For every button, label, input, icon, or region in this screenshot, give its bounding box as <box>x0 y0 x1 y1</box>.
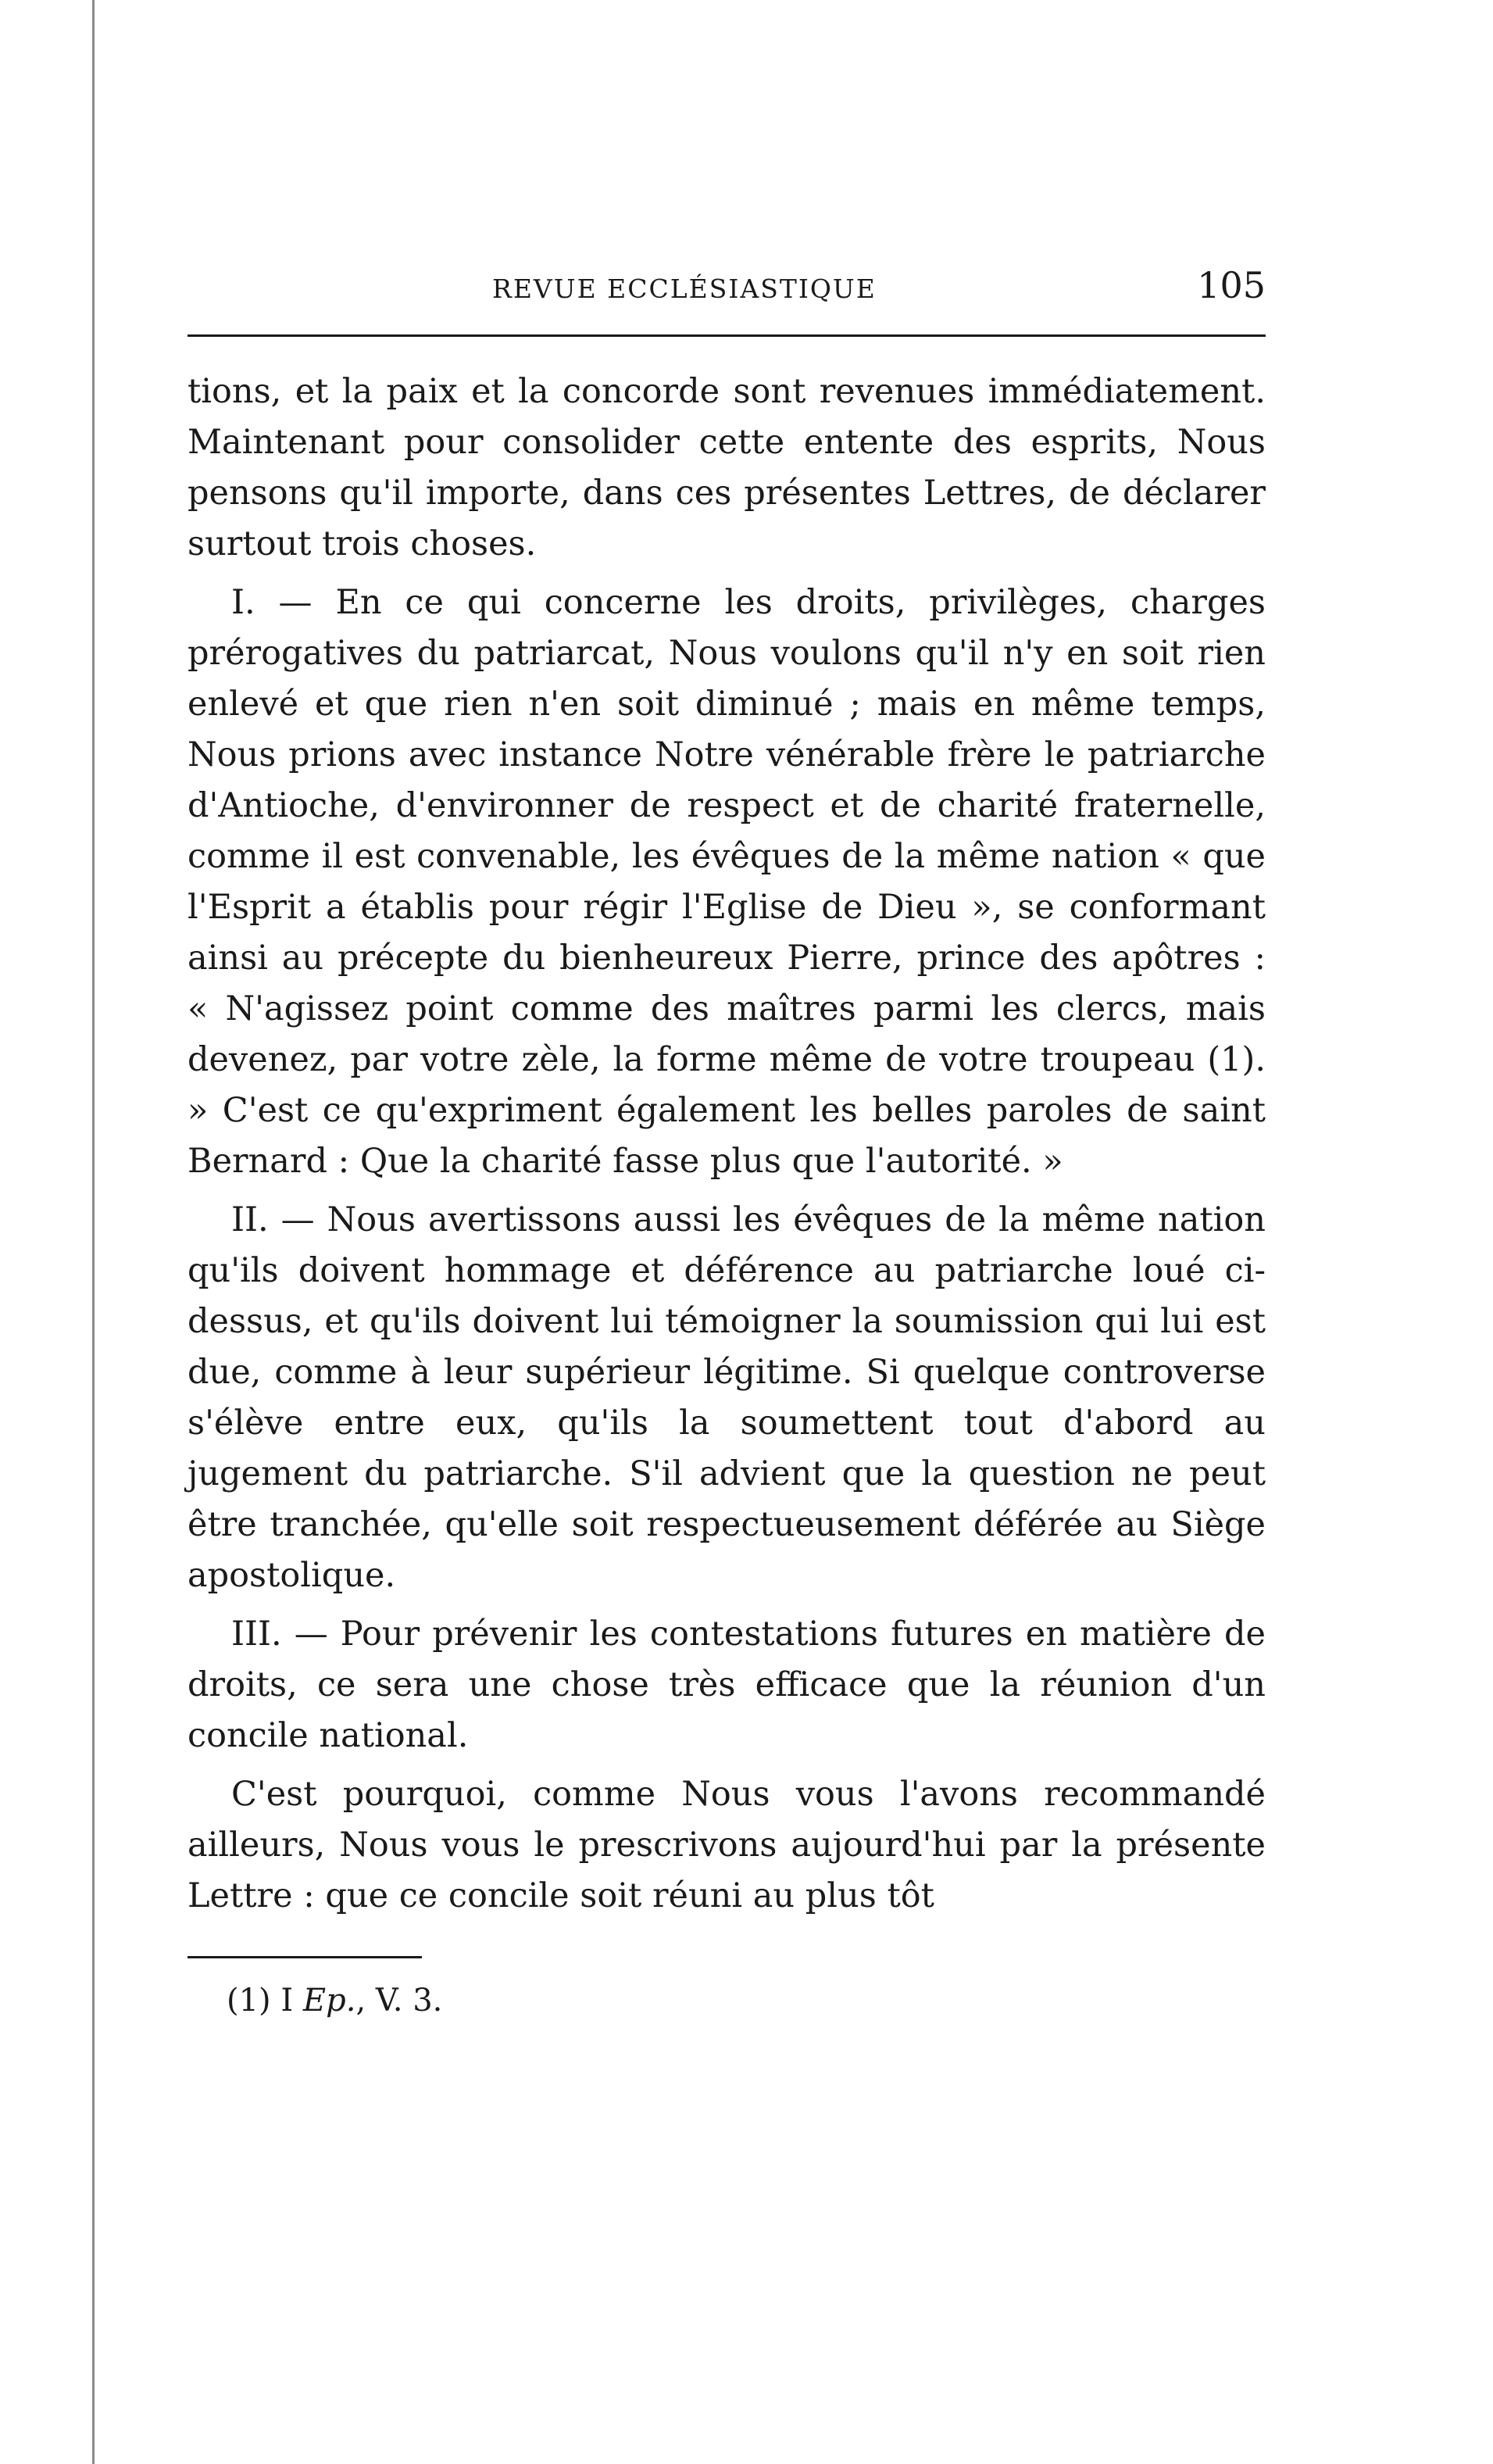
footnote-number: I <box>280 1983 294 2019</box>
footnote <box>188 1979 1266 2022</box>
footnote-reference: , V. 3. <box>355 1983 443 2019</box>
footnote-rule <box>188 1956 422 1958</box>
footnote-marker: (1) <box>227 1983 271 2019</box>
page-number: 105 <box>1197 264 1266 306</box>
paragraph-council: C'est pourquoi, comme Nous vous l'avons recommandé ailleurs, Nous vous le prescrivons aujourd'hui par la présente Lettre : que ce concile soit réuni au plus tôt <box>188 1775 1266 1915</box>
paragraph-section-one: I. — En ce qui concerne les droits, privilèges, charges prérogatives du patriarcat, Nous voulons qu'il n'y en soit rien enlevé et que rien n'en soit diminué ; mais en même temps, Nous prions avec instance Notre vénérable frère le patriarche d'Antioche, d'environner de respect et de charité fraternelle, comme il est convenable, les évêques de la même nation « que l'Esprit a établis pour régir l'Eglise de Dieu », se conformant ainsi au précepte du bienheureux Pierre, prince des apôtres : « N'agissez point comme des maîtres parmi les clercs, mais devenez, par votre zèle, la forme même de votre troupeau (1). » C'est ce qu'expriment également les belles paroles de saint Bernard : Que la charité fasse plus que l'autorité. » <box>188 583 1266 1181</box>
running-head <box>188 258 1266 328</box>
body-text <box>188 367 1266 1922</box>
running-title: REVUE ECCLÉSIASTIQUE <box>492 274 877 304</box>
paragraph-continuation: tions, et la paix et la concorde sont revenues immédiatement. Maintenant pour consolider cette entente des esprits, Nous pensons qu'il importe, dans ces présentes Lettres, de déclarer surtout trois choses. <box>188 372 1266 563</box>
paragraph-section-three: III. — Pour prévenir les contestations futures en matière de droits, ce sera une chose très efficace que la réunion d'un concile national. <box>188 1615 1266 1755</box>
scan-margin-rule <box>92 0 95 2464</box>
header-rule <box>188 334 1266 337</box>
book-page <box>188 258 1266 2022</box>
footnote-abbreviation: Ep. <box>302 1983 356 2019</box>
paragraph-section-two: II. — Nous avertissons aussi les évêques de la même nation qu'ils doivent hommage et déférence au patriarche loué ci-dessus, et qu'ils doivent lui témoigner la soumission qui lui est due, comme à leur supérieur légitime. Si quelque controverse s'élève entre eux, qu'ils la soumettent tout d'abord au jugement du patriarche. S'il advient que la question ne peut être tranchée, qu'elle soit respectueusement déférée au Siège apostolique. <box>188 1200 1266 1595</box>
